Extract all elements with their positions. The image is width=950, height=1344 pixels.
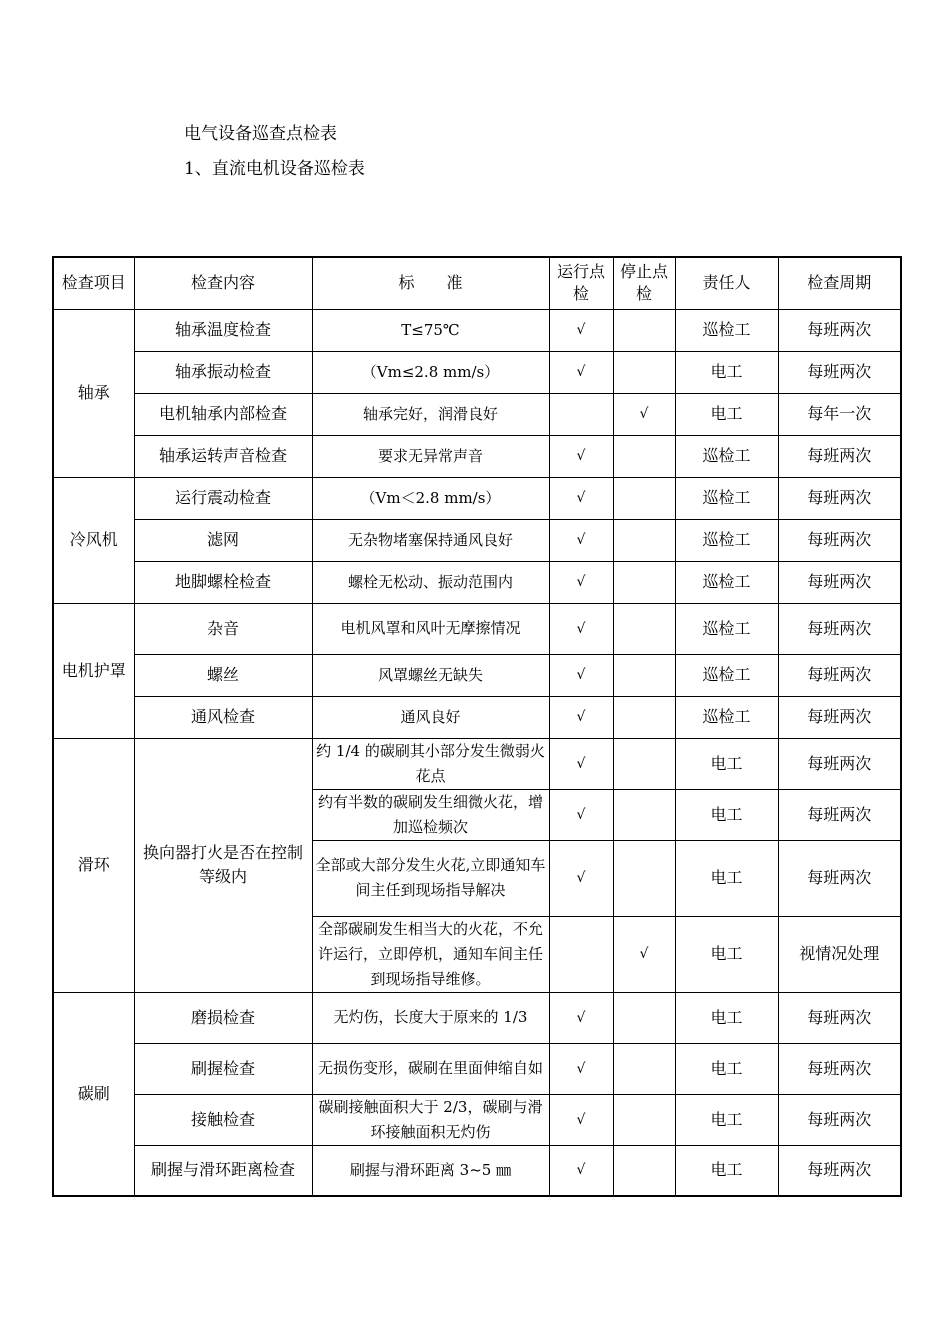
stop-check-cell bbox=[613, 435, 675, 477]
run-check-cell: √ bbox=[549, 696, 613, 738]
table-row bbox=[53, 696, 901, 738]
run-check-cell: √ bbox=[549, 1145, 613, 1196]
content-cell: 磨损检查 bbox=[134, 992, 312, 1043]
run-check-cell: √ bbox=[549, 351, 613, 393]
standard-cell: 约 1/4 的碳刷其小部分发生微弱火花点 bbox=[312, 738, 549, 789]
run-check-cell: √ bbox=[549, 1043, 613, 1094]
stop-check-cell bbox=[613, 738, 675, 789]
content-cell: 换向器打火是否在控制等级内 bbox=[134, 738, 312, 992]
cycle-cell: 每班两次 bbox=[778, 1043, 901, 1094]
group-item-cell: 冷风机 bbox=[53, 477, 134, 603]
table-row bbox=[53, 654, 901, 696]
group-item-cell: 电机护罩 bbox=[53, 603, 134, 738]
header-stop-check: 停止点检 bbox=[613, 257, 675, 309]
person-cell: 电工 bbox=[675, 738, 778, 789]
standard-cell: （Vm≤2.8 mm/s） bbox=[312, 351, 549, 393]
stop-check-cell bbox=[613, 1145, 675, 1196]
header-run-check: 运行点检 bbox=[549, 257, 613, 309]
standard-cell: 轴承完好，润滑良好 bbox=[312, 393, 549, 435]
content-cell: 刷握检查 bbox=[134, 1043, 312, 1094]
cycle-cell: 每班两次 bbox=[778, 603, 901, 654]
standard-cell: 无杂物堵塞保持通风良好 bbox=[312, 519, 549, 561]
table-subtitle: 1、直流电机设备巡检表 bbox=[184, 159, 365, 179]
table-row bbox=[53, 1145, 901, 1196]
table-row bbox=[53, 1094, 901, 1145]
run-check-cell: √ bbox=[549, 309, 613, 351]
cycle-cell: 每班两次 bbox=[778, 789, 901, 840]
table-row bbox=[53, 519, 901, 561]
person-cell: 电工 bbox=[675, 789, 778, 840]
stop-check-cell bbox=[613, 477, 675, 519]
table-row bbox=[53, 603, 901, 654]
person-cell: 巡检工 bbox=[675, 435, 778, 477]
header-content: 检查内容 bbox=[134, 257, 312, 309]
person-cell: 电工 bbox=[675, 351, 778, 393]
run-check-cell bbox=[549, 916, 613, 992]
cycle-cell: 每班两次 bbox=[778, 1094, 901, 1145]
run-check-cell: √ bbox=[549, 654, 613, 696]
stop-check-cell bbox=[613, 1043, 675, 1094]
standard-cell: 无灼伤，长度大于原来的 1/3 bbox=[312, 992, 549, 1043]
stop-check-cell: √ bbox=[613, 393, 675, 435]
table-header-row bbox=[53, 257, 901, 309]
content-cell: 杂音 bbox=[134, 603, 312, 654]
run-check-cell: √ bbox=[549, 603, 613, 654]
table-row bbox=[53, 738, 901, 789]
run-check-cell bbox=[549, 393, 613, 435]
run-check-cell: √ bbox=[549, 789, 613, 840]
standard-cell: 全部或大部分发生火花,立即通知车间主任到现场指导解决 bbox=[312, 840, 549, 916]
table-row bbox=[53, 992, 901, 1043]
cycle-cell: 每年一次 bbox=[778, 393, 901, 435]
table-row bbox=[53, 309, 901, 351]
cycle-cell: 每班两次 bbox=[778, 738, 901, 789]
run-check-cell: √ bbox=[549, 477, 613, 519]
header-standard: 标 准 bbox=[312, 257, 549, 309]
stop-check-cell bbox=[613, 696, 675, 738]
run-check-cell: √ bbox=[549, 1094, 613, 1145]
content-cell: 刷握与滑环距离检查 bbox=[134, 1145, 312, 1196]
stop-check-cell: √ bbox=[613, 916, 675, 992]
cycle-cell: 每班两次 bbox=[778, 840, 901, 916]
standard-cell: 要求无异常声音 bbox=[312, 435, 549, 477]
person-cell: 巡检工 bbox=[675, 561, 778, 603]
content-cell: 轴承温度检查 bbox=[134, 309, 312, 351]
person-cell: 巡检工 bbox=[675, 654, 778, 696]
run-check-cell: √ bbox=[549, 519, 613, 561]
group-item-cell: 碳刷 bbox=[53, 992, 134, 1196]
cycle-cell: 每班两次 bbox=[778, 351, 901, 393]
stop-check-cell bbox=[613, 992, 675, 1043]
header-item: 检查项目 bbox=[53, 257, 134, 309]
content-cell: 电机轴承内部检查 bbox=[134, 393, 312, 435]
person-cell: 电工 bbox=[675, 840, 778, 916]
table-row bbox=[53, 351, 901, 393]
cycle-cell: 每班两次 bbox=[778, 1145, 901, 1196]
cycle-cell: 每班两次 bbox=[778, 435, 901, 477]
cycle-cell: 每班两次 bbox=[778, 696, 901, 738]
table-row bbox=[53, 561, 901, 603]
content-cell: 运行震动检查 bbox=[134, 477, 312, 519]
person-cell: 电工 bbox=[675, 1043, 778, 1094]
standard-cell: 无损伤变形，碳刷在里面伸缩自如 bbox=[312, 1043, 549, 1094]
cycle-cell: 每班两次 bbox=[778, 309, 901, 351]
standard-cell: 约有半数的碳刷发生细微火花，增加巡检频次 bbox=[312, 789, 549, 840]
stop-check-cell bbox=[613, 789, 675, 840]
person-cell: 巡检工 bbox=[675, 696, 778, 738]
standard-cell: 刷握与滑环距离 3~5 ㎜ bbox=[312, 1145, 549, 1196]
person-cell: 电工 bbox=[675, 1145, 778, 1196]
table-row bbox=[53, 1043, 901, 1094]
person-cell: 电工 bbox=[675, 393, 778, 435]
standard-cell: 螺栓无松动、振动范围内 bbox=[312, 561, 549, 603]
cycle-cell: 每班两次 bbox=[778, 561, 901, 603]
stop-check-cell bbox=[613, 840, 675, 916]
stop-check-cell bbox=[613, 309, 675, 351]
content-cell: 通风检查 bbox=[134, 696, 312, 738]
content-cell: 接触检查 bbox=[134, 1094, 312, 1145]
group-item-cell: 轴承 bbox=[53, 309, 134, 477]
run-check-cell: √ bbox=[549, 738, 613, 789]
run-check-cell: √ bbox=[549, 992, 613, 1043]
person-cell: 巡检工 bbox=[675, 603, 778, 654]
stop-check-cell bbox=[613, 1094, 675, 1145]
standard-cell: 碳刷接触面积大于 2/3，碳刷与滑环接触面积无灼伤 bbox=[312, 1094, 549, 1145]
table-row bbox=[53, 435, 901, 477]
cycle-cell: 每班两次 bbox=[778, 654, 901, 696]
run-check-cell: √ bbox=[549, 840, 613, 916]
person-cell: 巡检工 bbox=[675, 477, 778, 519]
content-cell: 轴承振动检查 bbox=[134, 351, 312, 393]
content-cell: 地脚螺栓检查 bbox=[134, 561, 312, 603]
stop-check-cell bbox=[613, 603, 675, 654]
document-title: 电气设备巡查点检表 bbox=[184, 124, 337, 144]
cycle-cell: 每班两次 bbox=[778, 519, 901, 561]
header-cycle: 检查周期 bbox=[778, 257, 901, 309]
content-cell: 滤网 bbox=[134, 519, 312, 561]
cycle-cell: 每班两次 bbox=[778, 477, 901, 519]
content-cell: 螺丝 bbox=[134, 654, 312, 696]
table-row bbox=[53, 477, 901, 519]
table-body bbox=[53, 257, 901, 1196]
standard-cell: 电机风罩和风叶无摩擦情况 bbox=[312, 603, 549, 654]
person-cell: 电工 bbox=[675, 1094, 778, 1145]
stop-check-cell bbox=[613, 351, 675, 393]
stop-check-cell bbox=[613, 519, 675, 561]
standard-cell: T≤75℃ bbox=[312, 309, 549, 351]
table-row bbox=[53, 393, 901, 435]
standard-cell: （Vm＜2.8 mm/s） bbox=[312, 477, 549, 519]
stop-check-cell bbox=[613, 561, 675, 603]
standard-cell: 风罩螺丝无缺失 bbox=[312, 654, 549, 696]
person-cell: 巡检工 bbox=[675, 519, 778, 561]
run-check-cell: √ bbox=[549, 561, 613, 603]
stop-check-cell bbox=[613, 654, 675, 696]
cycle-cell: 每班两次 bbox=[778, 992, 901, 1043]
content-cell: 轴承运转声音检查 bbox=[134, 435, 312, 477]
group-item-cell: 滑环 bbox=[53, 738, 134, 992]
header-person: 责任人 bbox=[675, 257, 778, 309]
person-cell: 巡检工 bbox=[675, 309, 778, 351]
run-check-cell: √ bbox=[549, 435, 613, 477]
inspection-table bbox=[52, 256, 902, 1197]
person-cell: 电工 bbox=[675, 916, 778, 992]
standard-cell: 全部碳刷发生相当大的火花，不允许运行，立即停机，通知车间主任到现场指导维修。 bbox=[312, 916, 549, 992]
cycle-cell: 视情况处理 bbox=[778, 916, 901, 992]
person-cell: 电工 bbox=[675, 992, 778, 1043]
standard-cell: 通风良好 bbox=[312, 696, 549, 738]
